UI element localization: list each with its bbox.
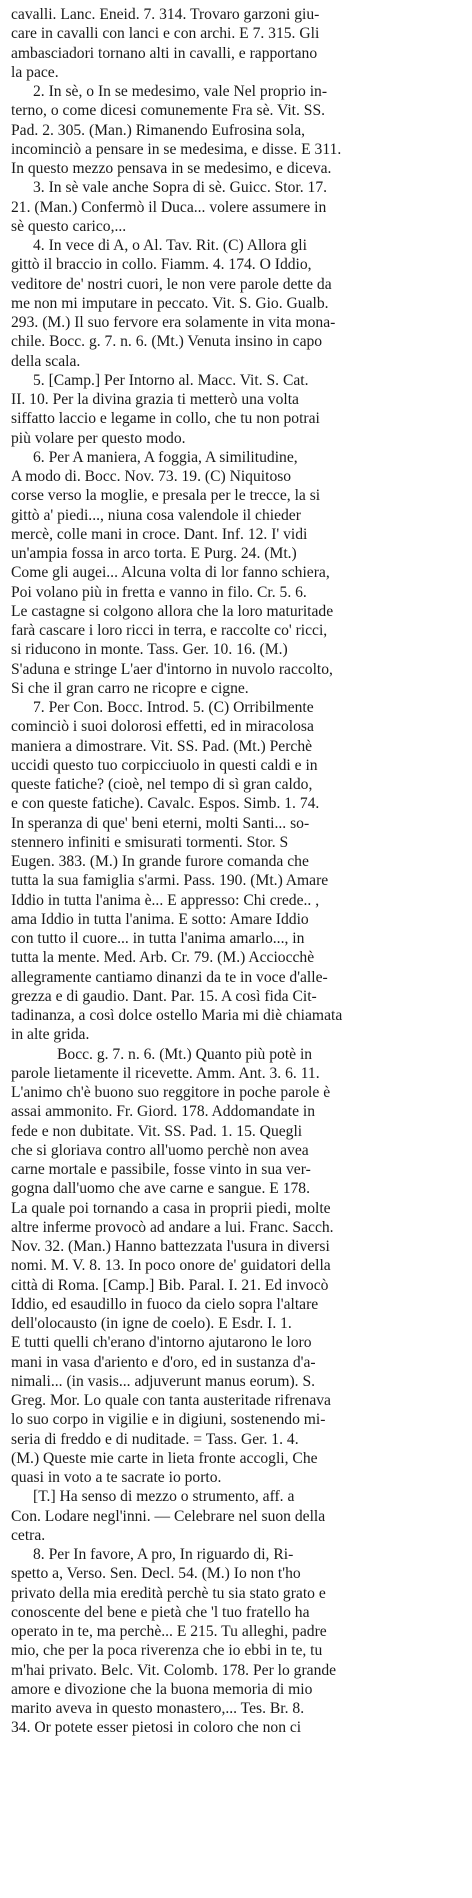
text-line: In questo mezzo pensava in se medesimo, e diceva. <box>11 160 332 177</box>
text-line: 34. Or potete esser pietosi in coloro che non ci <box>11 1719 302 1737</box>
text-line: Le castagne si colgono allora che la loro maturitade <box>11 602 334 620</box>
text-line: (M.) Queste mie carte in lieta fronte accogli, Che <box>11 1449 318 1467</box>
text-line: veditore de' nostri cuori, le non vere parole dette da <box>11 275 332 293</box>
text-line: nomi. M. V. 8. 13. In poco onore de' guidatori della <box>11 1257 331 1275</box>
text-line: cominciò i suoi dolorosi effetti, ed in miracolosa <box>11 718 314 736</box>
text-line: A modo di. Bocc. Nov. 73. 19. (C) Niquitoso <box>11 468 292 485</box>
text-line: parole lietamente il ricevette. Amm. Ant. 3. 6. 11. <box>11 1064 320 1082</box>
text-line: Iddio in tutta l'anima è... E appresso: Chi crede.. , <box>11 891 320 909</box>
text-line: 8. Per In favore, A pro, In riguardo di, Ri- <box>33 1546 294 1563</box>
text-line: quasi in voto a te sacrate io porto. <box>11 1469 222 1486</box>
text-line: Pad. 2. 305. (Man.) Rimanendo Eufrosina sola, <box>11 121 306 139</box>
text-line: nimali... (in vasis... adjuverunt manus eorum). S. <box>11 1372 316 1390</box>
text-line: si riducono in monte. Tass. Ger. 10. 16. (M.) <box>11 641 288 659</box>
text-line: Nov. 32. (Man.) Hanno battezzata l'usura in diversi <box>11 1238 330 1255</box>
text-line: Con. Lodare negl'inni. — Celebrare nel suon della <box>11 1507 326 1525</box>
text-line: gogna dall'uomo che ave carne e sangue. E 178. <box>11 1180 310 1198</box>
text-line: gittò a' piedi..., niuna cosa valendole il chieder <box>11 506 301 524</box>
text-line: 2. In sè, o In se medesimo, vale Nel proprio in- <box>33 83 328 100</box>
text-line: grezza e di gaudio. Dant. Par. 15. A così fida Cit- <box>11 987 317 1005</box>
text-line: incominciò a pensare in se medesima, e disse. E 311. <box>11 140 342 158</box>
text-line: maniera a dimostrare. Vit. SS. Pad. (Mt.) Perchè <box>11 737 313 755</box>
text-line: marito aveva in questo monastero,... Tes. Br. 8. <box>11 1700 305 1717</box>
text-line: carne mortale e passibile, fosse vinto in sua ver- <box>11 1161 311 1178</box>
text-line: in alte grida. <box>11 1026 90 1044</box>
text-line: 6. Per A maniera, A foggia, A similitudine, <box>33 448 298 466</box>
text-line: Poi volano più in fretta e vanno in filo. Cr. 5. 6. <box>11 583 307 601</box>
text-line: In speranza di que' beni eterni, molti Santi... so- <box>11 814 310 832</box>
text-line: allegramente cantiamo dinanzi da te in voce d'alle- <box>11 968 328 986</box>
text-line: assai ammonito. Fr. Giord. 178. Addomandate in <box>11 1103 316 1121</box>
text-line: e con queste fatiche). Cavalc. Espos. Simb. 1. 74. <box>11 795 320 813</box>
text-line: ambasciadori tornano alti in cavalli, e rapportano <box>11 44 318 62</box>
text-line: L'animo ch'è buono suo reggitore in poche parole è <box>11 1084 331 1101</box>
text-line: Iddio, ed esaudillo in fuoco da cielo sopra l'altare <box>11 1295 319 1313</box>
text-line: tutta la mente. Med. Arb. Cr. 79. (M.) Acciocchè <box>11 949 315 967</box>
text-line: m'hai privato. Belc. Vit. Colomb. 178. Per lo grande <box>11 1661 337 1679</box>
text-line: ama Iddio in tutta l'anima. E sotto: Amare Iddio <box>11 910 309 928</box>
text-line: della scala. <box>11 352 81 370</box>
text-line: chile. Bocc. g. 7. n. 6. (Mt.) Venuta insino in capo <box>11 333 323 351</box>
text-line: amore e divozione che la buona memoria di mio <box>11 1680 313 1698</box>
text-line: che si gloriava contro all'uomo perchè non avea <box>11 1141 309 1159</box>
text-line: un'ampia fossa in arco torta. E Purg. 24. (Mt.) <box>11 545 297 562</box>
text-line: dell'olocausto (in igne de coelo). E Esdr. I. 1. <box>11 1315 292 1332</box>
text-line: conoscente del bene e pietà che 'l tuo fratello ha <box>11 1603 310 1621</box>
text-line: 3. In sè vale anche Sopra di sè. Guicc. Stor. 17. <box>33 179 328 197</box>
text-line: tadinanza, a così dolce ostello Maria mi diè chiamata <box>11 1007 343 1024</box>
text-line: sè questo carico,... <box>11 217 127 235</box>
text-line: 4. In vece di A, o Al. Tav. Rit. (C) Allora gli <box>33 237 307 254</box>
text-line: farà cascare i loro ricci in terra, e raccolte co' ricci, <box>11 622 328 639</box>
text-line: operato in te, ma perchè... E 215. Tu alleghi, padre <box>11 1623 327 1640</box>
text-line: altre inferme provocò ad andare a lui. Franc. Sacch. <box>11 1218 334 1236</box>
text-line: tutta la sua famiglia s'armi. Pass. 190. (Mt.) Amare <box>11 872 329 890</box>
text-line: terno, o come dicesi comunemente Fra sè. Vit. SS. <box>11 102 326 120</box>
text-line: mani in vasa d'ariento e d'oro, ed in sustanza d'a- <box>11 1353 316 1371</box>
text-line: uccidi questo tuo corpicciuolo in questi caldi e in <box>11 756 318 774</box>
text-line: cetra. <box>11 1526 46 1544</box>
text-line: fede e non dubitate. Vit. SS. Pad. 1. 15. Quegli <box>11 1122 303 1140</box>
text-line: mio, che per la poca riverenza che io ebbi in te, tu <box>11 1642 323 1660</box>
text-line: Eugen. 383. (M.) In grande furore comanda che <box>11 853 309 870</box>
text-line: Greg. Mor. Lo quale con tanta austeritade rifrenava <box>11 1392 331 1409</box>
text-line: spetto a, Verso. Sen. Decl. 54. (M.) Io non t'ho <box>11 1565 301 1583</box>
text-line: corse verso la moglie, e presala per le trecce, la si <box>11 487 321 505</box>
text-line: cavalli. Lanc. Eneid. 7. 314. Trovaro garzoni giu- <box>11 6 320 23</box>
text-line: Bocc. g. 7. n. 6. (Mt.) Quanto più potè in <box>57 1045 313 1063</box>
text-line: [T.] Ha senso di mezzo o strumento, aff. a <box>33 1488 295 1506</box>
text-line: S'aduna e stringe L'aer d'intorno in nuvolo raccolto, <box>11 660 333 678</box>
text-line: Come gli augei... Alcuna volta di lor fanno schiera, <box>11 564 330 582</box>
text-line: con tutto il cuore... in tutta l'anima amarlo..., in <box>11 930 305 947</box>
text-line: 5. [Camp.] Per Intorno al. Macc. Vit. S. Cat. <box>33 371 309 389</box>
text-line: queste fatiche? (cioè, nel tempo di sì gran caldo, <box>11 776 313 793</box>
text-line: stennero infiniti e smisurati tormenti. Stor. S <box>11 833 289 851</box>
text-line: siffatto laccio e legame in collo, che tu non potrai <box>11 410 320 428</box>
text-line: II. 10. Per la divina grazia ti metterò una volta <box>11 391 299 408</box>
text-line: 21. (Man.) Confermò il Duca... volere assumere in <box>11 198 327 216</box>
text-line: mercè, colle mani in croce. Dant. Inf. 12. I' vidi <box>11 525 308 543</box>
text-line: lo suo corpo in vigilie e in digiuni, sostenendo mi- <box>11 1411 326 1429</box>
text-line: la pace. <box>11 63 59 81</box>
text-line: E tutti quelli ch'erano d'intorno ajutarono le loro <box>11 1334 312 1352</box>
text-line: privato della mia eredità perchè tu sia stato grato e <box>11 1584 326 1602</box>
text-line: più volare per questo modo. <box>11 429 186 447</box>
text-line: gittò il braccio in collo. Fiamm. 4. 174. O Iddio, <box>11 256 312 274</box>
text-line: Si che il gran carro ne ricopre e cigne. <box>11 679 249 697</box>
text-line: me non mi imputare in peccato. Vit. S. Gio. Gualb. <box>11 294 329 312</box>
text-line: città di Roma. [Camp.] Bib. Paral. I. 21. Ed invocò <box>11 1276 329 1294</box>
text-line: care in cavalli con lanci e con archi. E 7. 315. Gli <box>11 25 320 43</box>
text-line: La quale poi tornando a casa in proprii piedi, molte <box>11 1199 331 1217</box>
text-line: seria di freddo e di nuditade. = Tass. Ger. 1. 4. <box>11 1430 299 1448</box>
text-line: 7. Per Con. Bocc. Introd. 5. (C) Orribilmente <box>33 699 314 716</box>
text-line: 293. (M.) Il suo fervore era solamente in vita mona- <box>11 314 336 331</box>
